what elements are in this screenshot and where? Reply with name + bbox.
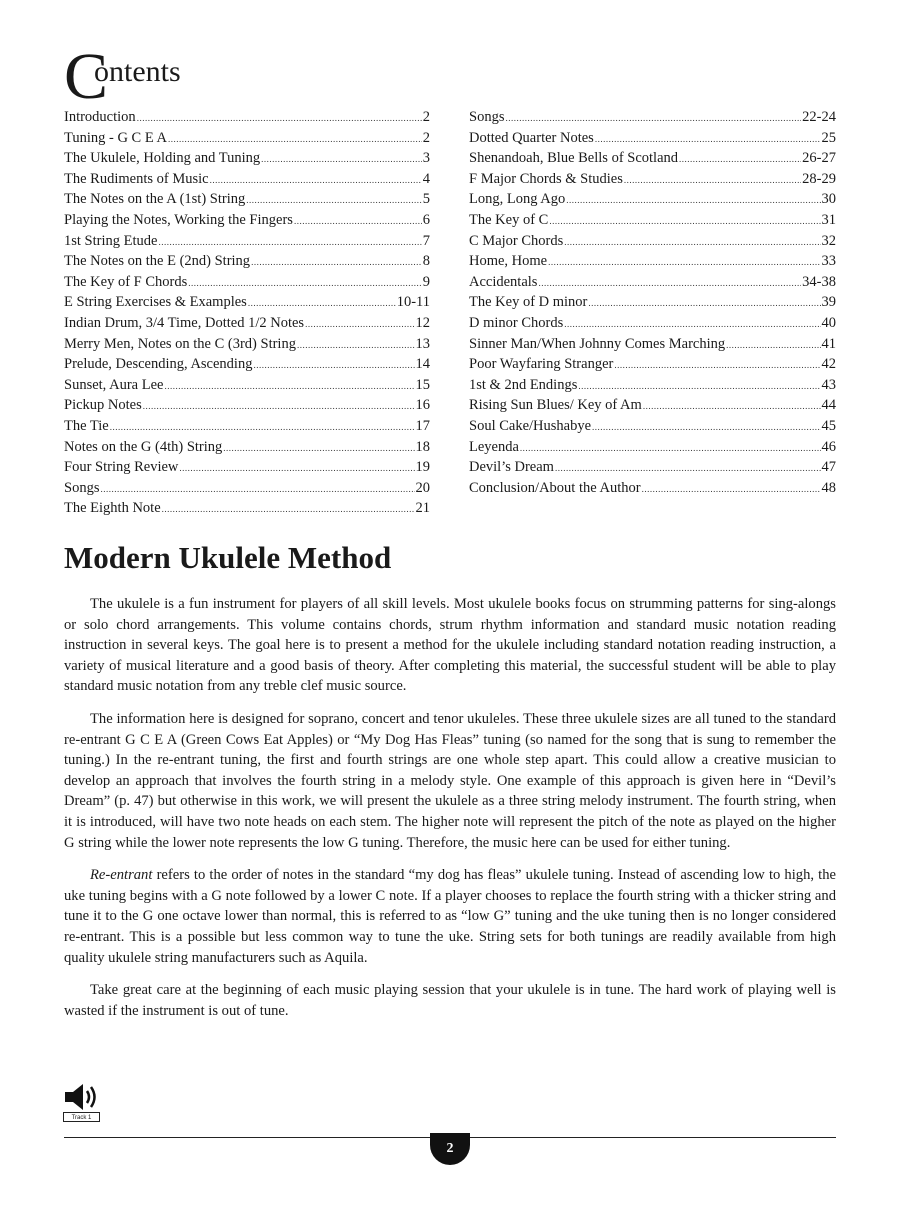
toc-entry [469,109,836,130]
toc-dot-leader [164,381,414,391]
toc-entry-page: 2 [422,129,430,146]
body-text [64,594,836,1033]
toc-entry-page: 18 [415,438,430,455]
toc-entry-page: 48 [821,479,836,496]
toc-entry-page: 9 [422,273,430,290]
toc-entry-title: Shenandoah, Blue Bells of Scotland [469,150,679,167]
re-entrant-term: Re-entrant [90,867,153,884]
toc-dot-leader [624,175,801,185]
toc-entry-title: D minor Chords [469,314,564,331]
toc-entry-title: The Eighth Note [64,500,161,517]
paragraph-4: Take great care at the beginning of each music playing session that your ukulele is in tune. The hard work of playing well is wasted if the instrument is out of tune. [64,982,836,1019]
toc-entry [64,171,430,192]
toc-entry [64,109,430,130]
toc-entry [64,233,430,254]
toc-dot-leader [538,278,801,288]
toc-entry-title: Home, Home [469,253,548,270]
toc-entry-title: Sinner Man/When Johnny Comes Marching [469,335,726,352]
toc-dot-leader [564,319,820,329]
toc-entry-title: Devil’s Dream [469,459,554,476]
toc-entry-title: The Notes on the E (2nd) String [64,253,251,270]
toc-entry-title: Songs [469,109,505,125]
toc-entry-title: Long, Long Ago [469,191,566,208]
toc-dot-leader [548,257,820,267]
toc-entry [469,253,836,274]
toc-dot-leader [614,360,820,370]
paragraph-3-text: refers to the order of notes in the standard “my dog has fleas” ukulele tuning. Instead of ascending low to high, the uke tuning begins with a G note followed by a lower C note. If a player chooses to replace the fourth string with a thicker string and tune it to the G one octave lower than normal, this is referred to as “low G” tuning and the uke tuning then is no longer considered re-entrant. This is a possible but less common way to tune the uke. String sets for both tunings are readily available from high quality ukulele string manufacturers such as Aquila. [64,867,836,966]
section-title: Modern Ukulele Method [64,540,392,575]
toc-entry [469,418,836,439]
toc-entry-title: Playing the Notes, Working the Fingers [64,211,293,228]
toc-dot-leader [246,195,422,205]
toc-entry-page: 15 [415,376,430,393]
toc-dot-leader [643,401,821,411]
toc-entry-title: Introduction [64,109,136,125]
toc-entry [64,294,430,315]
toc-entry [64,274,430,295]
toc-entry-page: 46 [821,438,836,455]
toc-entry [469,233,836,254]
toc-entry-title: Indian Drum, 3/4 Time, Dotted 1/2 Notes [64,314,305,331]
toc-entry-title: Accidentals [469,273,538,290]
toc-right-column [469,109,836,500]
toc-entry-page: 5 [422,191,430,208]
toc-entry [64,253,430,274]
toc-entry [64,336,430,357]
toc-left-column [64,109,430,521]
toc-entry-title: The Notes on the A (1st) String [64,191,246,208]
toc-dot-leader [297,340,415,350]
toc-entry-page: 7 [422,232,430,249]
contents-heading-initial: C [64,40,109,113]
toc-entry [469,480,836,501]
toc-entry-page: 22-24 [802,109,836,125]
toc-entry-page: 34-38 [802,273,836,290]
toc-entry [64,500,430,521]
toc-entry-page: 10-11 [396,294,430,311]
toc-entry-title: F Major Chords & Studies [469,170,623,187]
toc-entry [469,294,836,315]
toc-entry [469,397,836,418]
toc-entry-title: Four String Review [64,459,179,476]
toc-entry-page: 33 [821,253,836,270]
toc-entry-page: 28-29 [802,170,836,187]
toc-dot-leader [520,443,821,453]
toc-dot-leader [179,463,414,473]
toc-entry [64,480,430,501]
toc-entry-title: The Key of F Chords [64,273,188,290]
toc-dot-leader [726,340,820,350]
toc-dot-leader [248,298,396,308]
toc-entry-page: 20 [415,479,430,496]
toc-entry-page: 2 [422,109,430,125]
toc-dot-leader [261,154,422,164]
toc-entry-page: 42 [821,356,836,373]
toc-entry [469,130,836,151]
toc-entry [469,459,836,480]
toc-dot-leader [253,360,414,370]
toc-entry-title: Tuning - G C E A [64,129,168,146]
toc-entry-page: 14 [415,356,430,373]
toc-entry [469,212,836,233]
toc-entry-title: Rising Sun Blues/ Key of Am [469,397,642,414]
toc-entry-page: 13 [415,335,430,352]
toc-entry [469,336,836,357]
toc-entry [64,315,430,336]
toc-entry-page: 3 [422,150,430,167]
toc-entry-title: The Key of D minor [469,294,588,311]
toc-dot-leader [505,113,801,123]
toc-dot-leader [137,113,422,123]
toc-entry-page: 43 [821,376,836,393]
toc-entry-page: 26-27 [802,150,836,167]
toc-dot-leader [595,134,821,144]
toc-entry-title: Songs [64,479,100,496]
toc-entry-title: Conclusion/About the Author [469,479,641,496]
toc-entry-page: 41 [821,335,836,352]
toc-entry-title: Poor Wayfaring Stranger [469,356,614,373]
paragraph-1: The ukulele is a fun instrument for players of all skill levels. Most ukulele books focus on strumming patterns for sing-alongs or solo chord arrangements. This volume contains chords, strum rhythm information and standard music notation reading instruction in several keys. The goal here is to present a method for the ukulele including standard notation reading instruction, a variety of musical literature and a good basis of theory. After completing this material, the successful student will be able to play standard music notation from any treble clef music source. [64,596,836,695]
toc-entry-title: Leyenda [469,438,519,455]
toc-entry [64,212,430,233]
toc-dot-leader [592,422,820,432]
toc-dot-leader [162,504,415,514]
toc-dot-leader [210,175,422,185]
toc-dot-leader [110,422,415,432]
toc-entry [64,356,430,377]
toc-entry-page: 39 [821,294,836,311]
toc-entry-page: 25 [821,129,836,146]
toc-dot-leader [223,443,414,453]
toc-dot-leader [158,237,421,247]
toc-dot-leader [305,319,414,329]
toc-entry [64,377,430,398]
toc-entry-page: 16 [415,397,430,414]
toc-entry-page: 8 [422,253,430,270]
toc-dot-leader [294,216,422,226]
toc-entry-page: 47 [821,459,836,476]
toc-entry-title: The Key of C [469,211,549,228]
toc-entry-page: 31 [821,211,836,228]
toc-entry-page: 40 [821,314,836,331]
toc-entry-page: 12 [415,314,430,331]
toc-entry-page: 6 [422,211,430,228]
toc-entry-title: E String Exercises & Examples [64,294,247,311]
page-number-badge: 2 [430,1133,470,1165]
toc-entry-title: C Major Chords [469,232,564,249]
toc-dot-leader [168,134,422,144]
toc-dot-leader [143,401,415,411]
toc-entry-title: The Tie [64,417,109,434]
toc-entry-title: Dotted Quarter Notes [469,129,594,146]
toc-entry-title: The Rudiments of Music [64,170,209,187]
toc-entry-page: 30 [821,191,836,208]
paragraph-2: The information here is designed for soprano, concert and tenor ukuleles. These three ukulele sizes are all tuned to the standard re-entrant G C E A (Green Cows Eat Apples) or “My Dog Has Fleas” tuning (so named for the song that is sung to remember the tuning.) In the re-entrant tuning, the first and fourth strings are one whole step apart. This could allow a creative musician to develop an approach that involves the fourth string in a melody style. One example of this approach is given here in “Devil’s Dream” (p. 47) but otherwise in this work, we will present the ukulele as a three string melody instrument. The fourth string, when it is introduced, will have two note heads on each stem. The higher note will represent the pitch of the note as played on the higher G string while the lower note represents the low G tuning. Therefore, the music here can be used for either tuning. [64,710,836,851]
toc-entry-page: 21 [415,500,430,517]
toc-dot-leader [564,237,820,247]
toc-dot-leader [188,278,422,288]
toc-entry [469,274,836,295]
toc-entry [64,459,430,480]
toc-dot-leader [251,257,422,267]
toc-entry-page: 45 [821,417,836,434]
toc-entry [64,439,430,460]
toc-entry-title: 1st & 2nd Endings [469,376,578,393]
toc-entry-title: Sunset, Aura Lee [64,376,164,393]
speaker-icon-graphic [63,1082,101,1112]
toc-dot-leader [566,195,820,205]
toc-entry-page: 44 [821,397,836,414]
contents-heading-rest: ontents [94,55,181,88]
toc-entry-page: 32 [821,232,836,249]
toc-entry [469,439,836,460]
toc-entry [469,191,836,212]
toc-entry [469,377,836,398]
toc-dot-leader [555,463,821,473]
toc-dot-leader [549,216,820,226]
toc-dot-leader [679,154,801,164]
toc-entry [64,397,430,418]
toc-dot-leader [578,381,820,391]
toc-entry-title: The Ukulele, Holding and Tuning [64,150,261,167]
toc-entry [64,418,430,439]
toc-entry-page: 4 [422,170,430,187]
toc-entry [469,171,836,192]
toc-entry [64,150,430,171]
toc-dot-leader [588,298,820,308]
toc-entry [469,150,836,171]
toc-entry-title: Pickup Notes [64,397,142,414]
paragraph-3 [64,865,836,968]
track-label: Track 1 [63,1112,100,1122]
toc-entry-title: 1st String Etude [64,232,158,249]
toc-entry-title: Prelude, Descending, Ascending [64,356,253,373]
toc-entry-page: 19 [415,459,430,476]
toc-entry-page: 17 [415,417,430,434]
toc-entry [469,356,836,377]
toc-entry [469,315,836,336]
toc-dot-leader [642,484,821,494]
toc-entry [64,130,430,151]
toc-dot-leader [100,484,414,494]
contents-heading [64,40,181,113]
toc-entry-title: Notes on the G (4th) String [64,438,223,455]
toc-entry [64,191,430,212]
toc-entry-title: Soul Cake/Hushabye [469,417,592,434]
toc-entry-title: Merry Men, Notes on the C (3rd) String [64,335,296,352]
